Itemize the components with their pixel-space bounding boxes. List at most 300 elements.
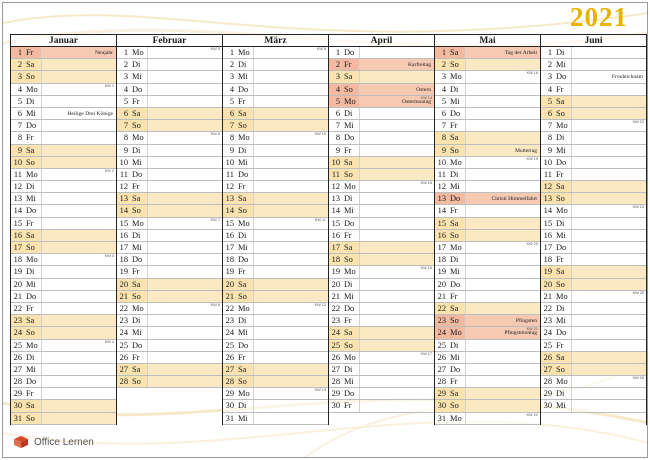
day-row[interactable]: [435, 254, 540, 266]
day-row[interactable]: [329, 193, 434, 205]
day-row[interactable]: [541, 364, 646, 376]
day-row[interactable]: [11, 120, 116, 132]
day-note: [253, 218, 328, 229]
day-number: 29: [225, 389, 234, 399]
day-row[interactable]: [541, 352, 646, 364]
day-row[interactable]: [435, 205, 540, 217]
day-row[interactable]: [11, 413, 116, 425]
day-row[interactable]: [223, 157, 328, 169]
day-note: [253, 327, 328, 338]
day-row[interactable]: [11, 291, 116, 303]
weekday-label: Sa: [554, 181, 571, 192]
day-note: [359, 59, 434, 70]
holiday-label: Christi Himmelfahrt: [491, 196, 537, 203]
day-row[interactable]: [329, 205, 434, 217]
day-row[interactable]: [11, 145, 116, 157]
day-number: 12: [119, 182, 128, 192]
day-row[interactable]: [541, 205, 646, 217]
day-row[interactable]: [435, 352, 540, 364]
day-row[interactable]: [117, 169, 222, 181]
day-note: [41, 388, 116, 399]
day-row[interactable]: [117, 96, 222, 108]
day-row[interactable]: [329, 84, 434, 96]
day-row[interactable]: [117, 84, 222, 96]
weekday-label: Sa: [236, 279, 253, 290]
day-row[interactable]: [117, 71, 222, 83]
day-row[interactable]: [11, 340, 116, 352]
day-number: 17: [225, 243, 234, 252]
day-row[interactable]: [541, 84, 646, 96]
weekday-label: Do: [556, 243, 567, 252]
day-row[interactable]: [541, 400, 646, 412]
month-column: [329, 34, 435, 425]
day-list: [435, 47, 540, 425]
weekday-label: Fr: [556, 340, 564, 350]
day-row[interactable]: [223, 230, 328, 242]
day-row[interactable]: [541, 388, 646, 400]
day-row[interactable]: [223, 242, 328, 254]
day-row[interactable]: [223, 84, 328, 96]
year-title: 2021: [570, 2, 628, 32]
day-note: [465, 242, 540, 253]
day-row[interactable]: [435, 181, 540, 193]
day-row[interactable]: [11, 84, 116, 96]
day-row[interactable]: [541, 47, 646, 59]
day-row[interactable]: [223, 303, 328, 315]
week-number: KW 16: [420, 266, 432, 271]
day-row[interactable]: [223, 291, 328, 303]
day-note: [465, 132, 540, 143]
day-row[interactable]: [223, 400, 328, 412]
holiday-label: Neujahr: [94, 50, 113, 56]
day-row[interactable]: [223, 254, 328, 266]
day-row[interactable]: [541, 266, 646, 278]
day-row[interactable]: [11, 193, 116, 205]
day-number: 22: [435, 303, 448, 314]
day-row[interactable]: [541, 145, 646, 157]
day-row[interactable]: [11, 303, 116, 315]
day-row[interactable]: [435, 388, 540, 400]
day-row[interactable]: [435, 303, 540, 315]
day-row[interactable]: [11, 254, 116, 266]
weekday-label: Sa: [554, 352, 571, 363]
day-number: 4: [329, 84, 342, 95]
day-row[interactable]: [11, 266, 116, 278]
day-row[interactable]: [541, 340, 646, 352]
day-number: 26: [437, 352, 446, 362]
day-row[interactable]: [11, 230, 116, 242]
day-note: [359, 157, 434, 168]
day-row[interactable]: [223, 315, 328, 327]
day-row[interactable]: [11, 279, 116, 291]
weekday-label: Mo: [238, 218, 250, 228]
day-number: 19: [119, 267, 128, 277]
weekday-label: Do: [132, 255, 143, 265]
day-row[interactable]: [117, 205, 222, 217]
day-row[interactable]: [541, 96, 646, 108]
day-row[interactable]: [117, 315, 222, 327]
day-row[interactable]: [541, 279, 646, 291]
month-grid: [10, 34, 647, 425]
weekday-label: Fr: [132, 267, 140, 277]
day-row[interactable]: [11, 400, 116, 412]
day-row[interactable]: [329, 230, 434, 242]
day-row[interactable]: [117, 145, 222, 157]
day-row[interactable]: [435, 169, 540, 181]
day-note: [465, 218, 540, 229]
weekday-label: Mi: [556, 145, 566, 155]
day-row[interactable]: [435, 413, 540, 425]
weekday-label: So: [342, 169, 359, 180]
week-number: KW 23: [632, 120, 644, 125]
day-note: [571, 254, 646, 265]
day-row[interactable]: [435, 132, 540, 144]
day-row[interactable]: [117, 193, 222, 205]
day-note: [253, 315, 328, 326]
day-row[interactable]: [223, 108, 328, 120]
day-number: 30: [331, 401, 340, 411]
day-row[interactable]: [541, 315, 646, 327]
day-row[interactable]: [223, 120, 328, 132]
day-row[interactable]: [223, 193, 328, 205]
day-row[interactable]: [223, 169, 328, 181]
day-row[interactable]: [223, 181, 328, 193]
day-row[interactable]: [329, 108, 434, 120]
weekday-label: Di: [26, 267, 35, 277]
day-row[interactable]: [541, 193, 646, 205]
day-row[interactable]: [223, 132, 328, 144]
day-number: 26: [331, 352, 340, 362]
day-row[interactable]: [435, 108, 540, 120]
day-row[interactable]: [435, 218, 540, 230]
day-row[interactable]: [117, 266, 222, 278]
weekday-label: Fr: [26, 389, 34, 399]
day-note: [465, 340, 540, 351]
day-number: 4: [17, 84, 22, 94]
day-row[interactable]: [541, 376, 646, 388]
day-row[interactable]: [117, 132, 222, 144]
day-number: 4: [547, 84, 552, 94]
day-row[interactable]: [541, 169, 646, 181]
day-number: 11: [543, 169, 552, 179]
weekday-label: Fr: [450, 291, 458, 301]
day-row[interactable]: [541, 71, 646, 83]
day-row[interactable]: [329, 242, 434, 254]
day-row[interactable]: [435, 230, 540, 242]
day-row[interactable]: [329, 376, 434, 388]
day-row[interactable]: [329, 145, 434, 157]
day-row[interactable]: [435, 59, 540, 71]
weekday-label: Do: [344, 218, 355, 228]
day-row[interactable]: [541, 303, 646, 315]
day-row[interactable]: [435, 96, 540, 108]
day-row[interactable]: [435, 120, 540, 132]
day-row[interactable]: [223, 413, 328, 425]
day-row[interactable]: [541, 218, 646, 230]
day-number: 9: [229, 145, 234, 155]
day-row[interactable]: [117, 327, 222, 339]
day-row[interactable]: [223, 266, 328, 278]
day-number: 16: [543, 230, 552, 240]
day-row[interactable]: [11, 376, 116, 388]
day-row[interactable]: [11, 181, 116, 193]
weekday-label: Fr: [238, 96, 246, 106]
weekday-label: Mi: [132, 328, 142, 338]
weekday-label: Mi: [450, 352, 460, 362]
day-row[interactable]: [541, 181, 646, 193]
weekday-label: So: [448, 145, 465, 156]
day-number: 16: [435, 230, 448, 241]
day-row[interactable]: [11, 59, 116, 71]
day-row[interactable]: [329, 388, 434, 400]
day-row[interactable]: [117, 108, 222, 120]
day-row[interactable]: [11, 218, 116, 230]
weekday-label: Di: [450, 255, 459, 265]
day-row[interactable]: [329, 120, 434, 132]
day-number: 27: [117, 364, 130, 375]
day-row[interactable]: [329, 157, 434, 169]
day-note: [465, 193, 540, 204]
day-row[interactable]: [329, 400, 434, 412]
day-note: [571, 291, 646, 302]
day-number: 27: [13, 364, 22, 374]
weekday-label: Di: [26, 96, 35, 106]
day-row[interactable]: [223, 205, 328, 217]
day-number: 18: [329, 254, 342, 265]
day-number: 2: [229, 60, 234, 70]
day-note: [41, 218, 116, 229]
day-row[interactable]: [117, 364, 222, 376]
day-row[interactable]: [329, 340, 434, 352]
weekday-label: Do: [26, 377, 37, 387]
weekday-label: Mo: [556, 121, 568, 131]
day-row[interactable]: [329, 59, 434, 71]
weekday-label: Sa: [342, 157, 359, 168]
day-row[interactable]: [117, 59, 222, 71]
day-row[interactable]: [435, 145, 540, 157]
day-row[interactable]: [435, 47, 540, 59]
day-row[interactable]: [11, 242, 116, 254]
day-row[interactable]: [223, 376, 328, 388]
day-row[interactable]: [11, 352, 116, 364]
day-row[interactable]: [223, 340, 328, 352]
day-number: 13: [223, 193, 236, 204]
day-row[interactable]: [435, 266, 540, 278]
weekday-label: Do: [344, 48, 355, 57]
day-row[interactable]: [541, 59, 646, 71]
day-row[interactable]: [329, 169, 434, 181]
weekday-label: So: [236, 291, 253, 302]
day-row[interactable]: [541, 120, 646, 132]
day-number: 5: [441, 96, 446, 106]
day-number: 15: [13, 218, 22, 228]
day-row[interactable]: [11, 132, 116, 144]
day-row[interactable]: [435, 376, 540, 388]
day-number: 6: [117, 108, 130, 119]
day-row[interactable]: [117, 376, 222, 388]
weekday-label: Mi: [556, 316, 566, 326]
day-row[interactable]: [435, 242, 540, 254]
week-number: KW 1: [104, 83, 114, 88]
day-row[interactable]: [435, 315, 540, 327]
day-number: 12: [541, 181, 554, 192]
day-number: 14: [543, 206, 552, 216]
day-row[interactable]: [11, 388, 116, 400]
weekday-label: Mo: [344, 352, 356, 362]
day-row[interactable]: [117, 218, 222, 230]
day-row[interactable]: [329, 181, 434, 193]
day-row[interactable]: [11, 205, 116, 217]
day-row[interactable]: [223, 59, 328, 71]
weekday-label: Sa: [448, 388, 465, 399]
weekday-label: Mo: [132, 218, 144, 228]
day-row[interactable]: [435, 279, 540, 291]
day-note: [359, 145, 434, 156]
weekday-label: So: [130, 205, 147, 216]
holiday-label: Ostermontag: [402, 98, 431, 105]
day-row[interactable]: [117, 340, 222, 352]
day-row[interactable]: [117, 157, 222, 169]
day-note: [359, 291, 434, 302]
day-row[interactable]: [223, 47, 328, 59]
day-row[interactable]: [223, 352, 328, 364]
day-row[interactable]: [117, 181, 222, 193]
day-number: 25: [13, 340, 22, 350]
day-row[interactable]: [435, 364, 540, 376]
day-note: [253, 388, 328, 399]
day-row[interactable]: [435, 291, 540, 303]
day-row[interactable]: [117, 47, 222, 59]
weekday-label: Fr: [238, 182, 246, 192]
holiday-label: Pfingstmontag: [504, 330, 537, 337]
day-row[interactable]: [329, 291, 434, 303]
month-column: [223, 34, 329, 425]
day-row[interactable]: [11, 327, 116, 339]
day-row[interactable]: [435, 71, 540, 83]
day-note: [465, 291, 540, 302]
day-row[interactable]: [11, 315, 116, 327]
day-row[interactable]: [117, 254, 222, 266]
day-row[interactable]: [11, 71, 116, 83]
day-row[interactable]: [329, 132, 434, 144]
day-row[interactable]: [329, 364, 434, 376]
day-number: 6: [335, 108, 340, 118]
month-header: März: [223, 34, 328, 47]
day-row[interactable]: [435, 340, 540, 352]
day-row[interactable]: [435, 84, 540, 96]
day-number: 26: [225, 352, 234, 362]
day-row[interactable]: [329, 96, 434, 108]
day-number: 30: [543, 401, 552, 411]
day-note: [41, 96, 116, 107]
day-number: 13: [117, 193, 130, 204]
day-note: [571, 120, 646, 131]
day-number: 28: [331, 377, 340, 387]
day-row[interactable]: [541, 108, 646, 120]
day-note: [465, 145, 540, 156]
day-row[interactable]: [117, 242, 222, 254]
day-row[interactable]: [117, 291, 222, 303]
day-row[interactable]: [117, 352, 222, 364]
day-number: 4: [229, 84, 234, 94]
weekday-label: So: [448, 230, 465, 241]
weekday-label: Fr: [238, 267, 246, 277]
day-row[interactable]: [223, 327, 328, 339]
day-row[interactable]: [541, 254, 646, 266]
day-row[interactable]: [329, 71, 434, 83]
weekday-label: Fr: [132, 96, 140, 106]
day-number: 18: [543, 255, 552, 265]
day-note: [359, 71, 434, 82]
day-row[interactable]: [329, 47, 434, 59]
day-row[interactable]: [435, 400, 540, 412]
day-number: 2: [123, 60, 128, 70]
day-row[interactable]: [117, 230, 222, 242]
day-row[interactable]: [329, 315, 434, 327]
day-row[interactable]: [223, 145, 328, 157]
weekday-label: So: [130, 291, 147, 302]
day-number: 30: [435, 400, 448, 411]
day-row[interactable]: [329, 218, 434, 230]
day-row[interactable]: [541, 291, 646, 303]
day-row[interactable]: [117, 279, 222, 291]
day-row[interactable]: [329, 303, 434, 315]
weekday-label: Sa: [130, 193, 147, 204]
day-row[interactable]: [11, 364, 116, 376]
day-row[interactable]: [435, 157, 540, 169]
day-row[interactable]: [541, 242, 646, 254]
day-row[interactable]: [223, 71, 328, 83]
day-number: 28: [437, 377, 446, 387]
day-row[interactable]: [541, 230, 646, 242]
day-row[interactable]: [223, 96, 328, 108]
day-row[interactable]: [11, 108, 116, 120]
week-number: KW 10: [314, 132, 326, 137]
day-row[interactable]: [223, 218, 328, 230]
day-row[interactable]: [329, 254, 434, 266]
weekday-label: Mi: [238, 328, 248, 338]
day-row[interactable]: [329, 266, 434, 278]
weekday-label: Do: [238, 255, 249, 265]
day-note: [253, 303, 328, 314]
day-note: [41, 254, 116, 265]
day-row[interactable]: [541, 132, 646, 144]
day-row[interactable]: [11, 96, 116, 108]
day-note: [253, 47, 328, 58]
day-note: [41, 303, 116, 314]
week-number: KW 26: [632, 376, 644, 381]
day-row[interactable]: [329, 279, 434, 291]
day-row[interactable]: [11, 169, 116, 181]
day-row[interactable]: [223, 364, 328, 376]
weekday-label: Mi: [556, 230, 566, 240]
day-row[interactable]: [223, 388, 328, 400]
day-row[interactable]: [11, 157, 116, 169]
day-row[interactable]: [329, 327, 434, 339]
day-row[interactable]: [541, 327, 646, 339]
day-row[interactable]: [117, 120, 222, 132]
day-number: 18: [225, 255, 234, 265]
day-row[interactable]: [541, 157, 646, 169]
day-note: [147, 84, 222, 95]
day-row[interactable]: [329, 352, 434, 364]
day-row[interactable]: [117, 303, 222, 315]
day-row[interactable]: [223, 279, 328, 291]
day-row[interactable]: [435, 327, 540, 339]
day-note: [465, 303, 540, 314]
day-row[interactable]: [435, 193, 540, 205]
day-row[interactable]: [11, 47, 116, 59]
